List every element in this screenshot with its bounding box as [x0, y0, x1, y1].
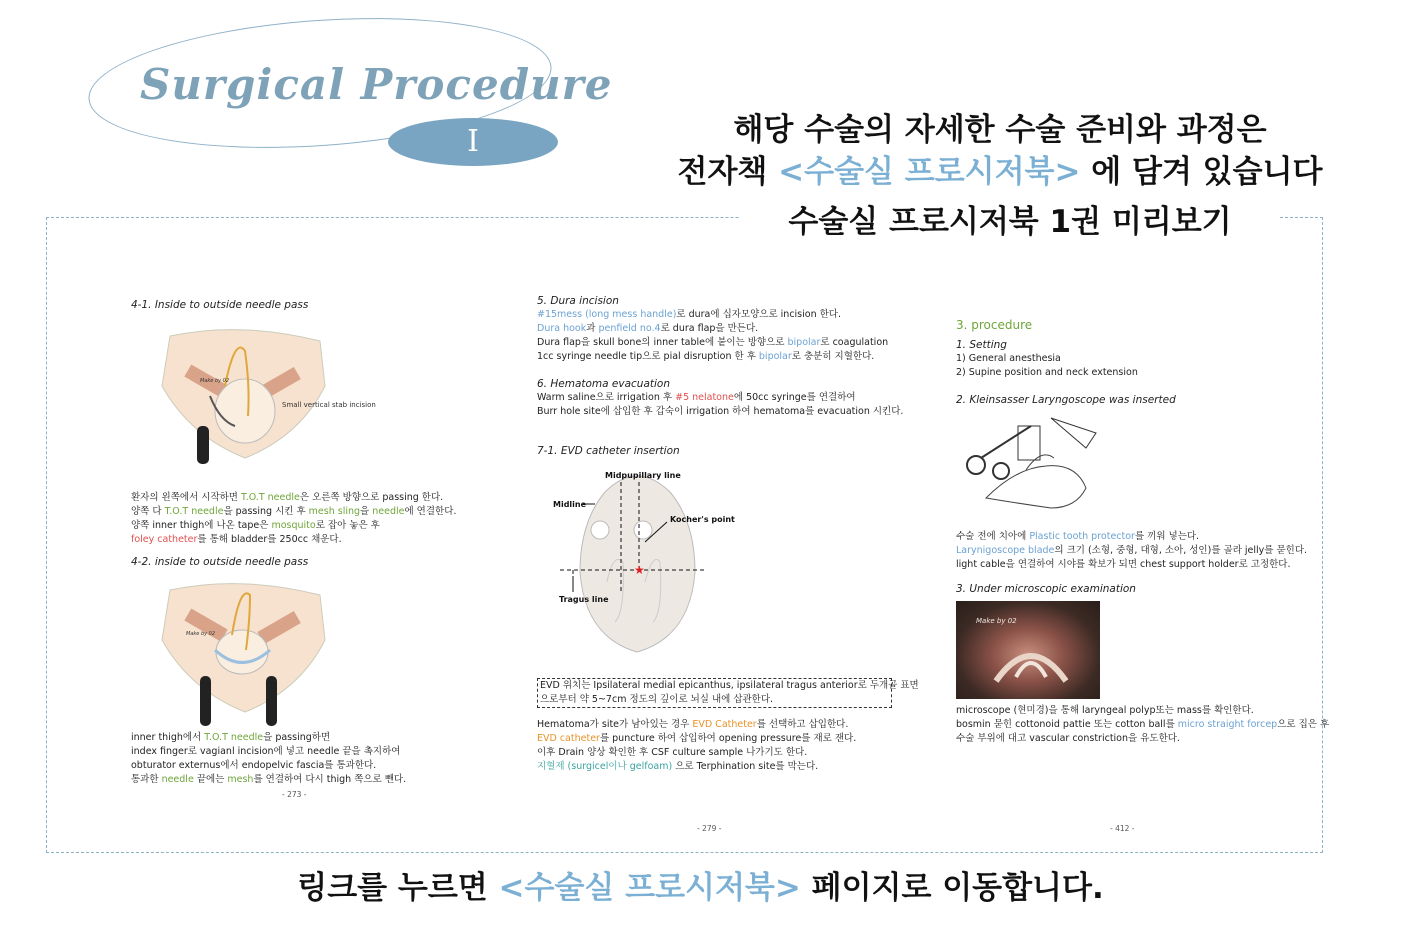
- photo-watermark: Make by 02: [976, 617, 1017, 625]
- header-line-1: 해당 수술의 자세한 수술 준비와 과정은: [733, 112, 1267, 148]
- page-273-heading-2: [131, 555, 308, 569]
- text-line: light cable을 연결하여 시야를 확보가 되면 chest support holder로 고정한다.: [956, 559, 1291, 570]
- footer-suffix: 페이지로 이동합니다.: [800, 870, 1104, 906]
- page-273-text-2: [131, 731, 406, 787]
- text-line: Hematoma가 site가 남아있는 경우 EVD Catheter를 선택하고 삽입한다.: [537, 719, 849, 730]
- text-line: inner thigh에서 T.O.T needle을 passing하면: [131, 732, 331, 743]
- figure-label: Small vertical stab incision: [282, 401, 376, 409]
- page-273: [131, 298, 431, 312]
- footer-prefix: 링크를 누르면: [297, 870, 499, 906]
- text-line: obturator externus에서 endopelvic fascia를 통과한다.: [131, 760, 377, 771]
- tot-figure-2: [150, 580, 330, 730]
- page-412-text-1: [956, 338, 1138, 380]
- microscope-photo: [956, 601, 1100, 699]
- text-line: EVD catheter를 puncture 하여 삽입하여 opening pressure를 재로 잰다.: [537, 733, 857, 744]
- section-heading: 5. Dura incision: [537, 295, 619, 307]
- text-line: 양쪽 다 T.O.T needle을 passing 시킨 후 mesh sling을 needle에 연결한다.: [131, 506, 457, 517]
- midline-label: Midline: [553, 500, 587, 509]
- evd-note-box: [537, 678, 919, 708]
- page-number: - 412 -: [1110, 824, 1135, 833]
- text-line: 수술 부위에 대고 vascular constriction을 유도한다.: [956, 733, 1180, 744]
- tot-figure-1: [150, 326, 330, 466]
- text-line: bosmin 묻힌 cottonoid pattie 또는 cotton ball를 micro straight forcep으로 집은 후: [956, 719, 1330, 730]
- text-line: #15mess (long mess handle)로 dura에 십자모양으로 incision 한다.: [537, 309, 841, 320]
- book-title-link[interactable]: <수술실 프로시저북>: [778, 154, 1081, 190]
- text-line: EVD 위치는 Ipsilateral medial epicanthus, ipsilateral tragus anterior로 두개골 표면: [540, 680, 919, 691]
- section-heading: 7-1. EVD catheter insertion: [537, 445, 680, 457]
- text-line: Burr hole site에 삽입한 후 갑숙이 irrigation 하여 hematoma를 evacuation 시킨다.: [537, 406, 904, 417]
- text-line: 으로부터 약 5~7cm 정도의 깊이로 뇌실 내에 삽관한다.: [540, 694, 774, 705]
- header-line-2: [640, 146, 1360, 191]
- kochers-point-marker: ★: [634, 563, 645, 577]
- section-heading: 3. Under microscopic examination: [956, 583, 1136, 595]
- vocal-cords-shape: [986, 631, 1076, 691]
- fig-watermark: Make by 02: [200, 378, 230, 384]
- laryngoscope-figure: [956, 408, 1106, 518]
- page-number: - 279 -: [697, 824, 722, 833]
- text-line: 양쪽 inner thigh에 나온 tape은 mosquito로 잡아 놓은 후: [131, 520, 380, 531]
- page-279-text-1: [537, 294, 888, 364]
- text-line: microscope (현미경)을 통해 laryngeal polyp또는 mass를 확인한다.: [956, 705, 1254, 716]
- page-273-text-1: [131, 491, 456, 547]
- section-heading: 1. Setting: [956, 339, 1007, 351]
- section-heading: 4-2. inside to outside needle pass: [131, 556, 309, 568]
- header-line-2-prefix: 전자책: [677, 154, 779, 190]
- page-412-text-3: [956, 704, 1329, 746]
- section-heading: 2. Kleinsasser Laryngoscope was inserted: [956, 394, 1176, 406]
- text-line: Warm saline으로 irrigation 후 #5 nelatone에 50cc syringe를 연결하여: [537, 392, 856, 403]
- text-line: Dura flap을 skull bone의 inner table에 붙이는 방향으로 bipolar로 coagulation: [537, 337, 889, 348]
- evd-diagram: [545, 462, 745, 662]
- page-412-heading-2: [956, 393, 1176, 407]
- text-line: 1) General anesthesia: [956, 353, 1061, 364]
- fig-watermark: Make by 02: [186, 631, 216, 637]
- text-line: 통과한 needle 끝에는 mesh를 연결하여 다시 thigh 쪽으로 뺀다.: [131, 774, 407, 785]
- page-412-heading-3: [956, 582, 1136, 596]
- footer-link-text: [0, 862, 1401, 907]
- section-heading: 4-1. Inside to outside needle pass: [131, 299, 309, 311]
- text-line: 수술 전에 치아에 Plastic tooth protector를 끼워 넣는다.: [956, 531, 1200, 542]
- page-number: - 273 -: [282, 790, 307, 799]
- section-heading: 6. Hematoma evacuation: [537, 378, 670, 390]
- section-numeral: I: [388, 118, 558, 166]
- footer-book-link[interactable]: <수술실 프로시저북>: [498, 870, 801, 906]
- page-412-text-2: [956, 530, 1307, 572]
- page-279-text-2: [537, 377, 903, 419]
- text-line: index finger로 vagianl incision에 넣고 needle 끝을 촉지하여: [131, 746, 401, 757]
- text-line: 이후 Drain 양상 확인한 후 CSF culture sample 나가기도 한다.: [537, 747, 808, 758]
- procedure-heading: 3. procedure: [956, 318, 1033, 332]
- text-line: Larynigoscope blade의 크기 (소형, 중형, 대형, 소아, 성인)를 골라 jelly를 묻힌다.: [956, 545, 1308, 556]
- page-279-heading-3: [537, 444, 680, 458]
- page-279-text-3: [537, 718, 856, 774]
- midpupillary-label: Midpupillary line: [605, 471, 681, 480]
- text-line: Dura hook과 penfield no.4로 dura flap을 만든다.: [537, 323, 759, 334]
- header-line-2-suffix: 에 담겨 있습니다: [1080, 154, 1323, 190]
- text-line: 2) Supine position and neck extension: [956, 367, 1138, 378]
- text-line: 1cc syringe needle tip으로 pial disruption 한 후 bipolar로 충분히 지혈한다.: [537, 351, 875, 362]
- banner-title: Surgical Procedure: [140, 60, 613, 109]
- tragus-label: Tragus line: [559, 595, 609, 604]
- preview-title: 수술실 프로시저북 1권 미리보기: [740, 196, 1280, 241]
- text-line: 환자의 왼쪽에서 시작하면 T.O.T needle은 오른쪽 방향으로 passing 한다.: [131, 492, 444, 503]
- text-line: 지혈제 (surgicel이나 gelfoam) 으로 Terphination site를 막는다.: [537, 761, 819, 772]
- kocher-label: Kocher's point: [670, 515, 735, 524]
- text-line: foley catheter를 통해 bladder를 250cc 채운다.: [131, 534, 342, 545]
